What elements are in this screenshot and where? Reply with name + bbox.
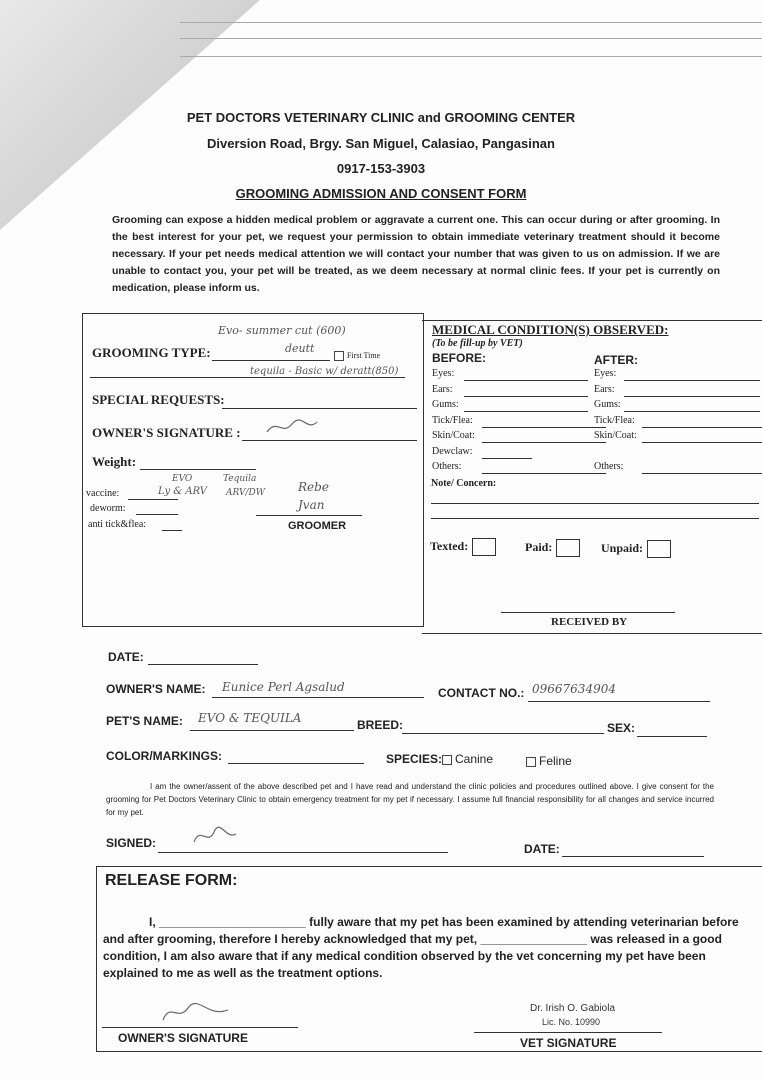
release-owner-signature-field[interactable] (102, 1027, 298, 1028)
after-item-label: Others: (594, 461, 624, 472)
before-item-field[interactable] (482, 427, 606, 428)
medical-box (422, 320, 762, 634)
canine-label: Canine (455, 752, 494, 766)
anti-tick-field[interactable] (162, 530, 182, 531)
pet-name-label: PET'S NAME: (106, 714, 183, 728)
before-item-field[interactable] (482, 458, 532, 459)
vet-signature-label: VET SIGNATURE (520, 1036, 617, 1050)
groomer-field[interactable] (256, 515, 362, 516)
texted-checkbox[interactable] (430, 538, 496, 556)
before-item-field[interactable] (464, 396, 588, 397)
owner-name-value: Eunice Perl Agsalud (222, 680, 345, 694)
grooming-type-field[interactable] (212, 360, 330, 361)
before-item-label: Ears: (432, 383, 453, 395)
pet-name-value: EVO & TEQUILA (198, 711, 302, 725)
vet-signature-field[interactable] (474, 1032, 662, 1033)
medical-subtitle: (To be fill-up by VET) (432, 338, 523, 349)
before-item-label: Others: (432, 461, 462, 472)
pet-name-field[interactable] (190, 730, 354, 731)
release-owner-signature-label: OWNER'S SIGNATURE (118, 1031, 248, 1045)
feline-checkbox[interactable] (526, 754, 572, 768)
after-item-field[interactable] (642, 442, 762, 443)
sheet-edge (180, 38, 762, 39)
date-field[interactable] (148, 664, 258, 665)
paid-label: Paid: (525, 539, 553, 554)
grooming-type-line-2[interactable] (90, 377, 405, 378)
unpaid-label: Unpaid: (601, 540, 644, 555)
unpaid-checkbox[interactable] (601, 540, 671, 558)
after-item-label: Gums: (594, 399, 621, 410)
before-item-field[interactable] (464, 411, 588, 412)
owner-name-field[interactable] (212, 697, 424, 698)
after-item-field[interactable] (624, 380, 760, 381)
received-by-label: RECEIVED BY (551, 616, 628, 628)
weight-label: Weight: (92, 454, 137, 469)
paid-checkbox[interactable] (525, 539, 580, 557)
release-title: RELEASE FORM: (105, 872, 238, 889)
owner-signature-label: OWNER'S SIGNATURE : (92, 425, 241, 440)
contact-field[interactable] (528, 701, 710, 702)
first-time-checkbox[interactable] (334, 351, 380, 361)
breed-field[interactable] (402, 733, 604, 734)
consent-date-field[interactable] (562, 856, 704, 857)
signed-field[interactable] (158, 852, 448, 853)
date-label: DATE: (108, 650, 144, 664)
after-item-field[interactable] (624, 396, 760, 397)
owner-name-label: OWNER'S NAME: (106, 682, 206, 696)
after-item-label: Eyes: (594, 368, 617, 379)
note-line-2[interactable] (431, 518, 759, 519)
after-item-label: Tick/Flea: (594, 414, 635, 426)
vaccine-tequila-detail: ARV/DW (226, 488, 265, 498)
groomer-name-1: Rebe (298, 480, 329, 494)
clinic-address: Diversion Road, Brgy. San Miguel, Calasiao, Pangasinan (207, 136, 555, 151)
before-item-label: Eyes: (432, 368, 455, 379)
groomer-name-2: Jvan (298, 498, 325, 512)
form-title: GROOMING ADMISSION AND CONSENT FORM (235, 186, 527, 201)
after-item-label: Skin/Coat: (594, 430, 637, 441)
species-label: SPECIES: (386, 752, 443, 766)
clinic-phone: 0917-153-3903 (336, 161, 426, 176)
special-requests-label: SPECIAL REQUESTS: (92, 392, 225, 407)
feline-label: Feline (539, 754, 572, 768)
weight-field[interactable] (140, 469, 256, 470)
canine-checkbox[interactable] (442, 752, 493, 766)
consent-date-label: DATE: (524, 842, 560, 856)
clinic-name: PET DOCTORS VETERINARY CLINIC and GROOMING CENTER (186, 110, 576, 125)
vaccine-evo-detail: Ly & ARV (158, 486, 207, 497)
sex-label: SEX: (607, 721, 636, 735)
first-time-label: First Time (347, 351, 381, 360)
contact-label: CONTACT NO.: (438, 686, 525, 700)
color-label: COLOR/MARKINGS: (106, 749, 222, 763)
received-by-field[interactable] (501, 612, 675, 613)
breed-label: BREED: (357, 718, 404, 732)
before-item-label: Tick/Flea: (432, 414, 473, 426)
vet-license: Lic. No. 10990 (542, 1017, 601, 1027)
sheet-edge (180, 22, 762, 23)
groomer-label: GROOMER (288, 520, 347, 532)
texted-label: Texted: (430, 538, 469, 553)
before-item-label: Skin/Coat: (432, 430, 475, 441)
contact-value: 09667634904 (532, 682, 616, 696)
signed-label: SIGNED: (106, 836, 157, 850)
owner-signature-field[interactable] (242, 440, 417, 441)
grooming-type-value-2: deutt (285, 342, 315, 355)
before-item-label: Dewclaw: (432, 445, 473, 457)
before-item-field[interactable] (482, 473, 606, 474)
vaccine-label: vaccine: (86, 488, 120, 499)
after-item-label: Ears: (594, 383, 615, 395)
sheet-edge (180, 56, 762, 57)
deworm-label: deworm: (90, 503, 126, 514)
after-item-field[interactable] (642, 427, 762, 428)
signature-mark (190, 822, 240, 850)
vet-name: Dr. Irish O. Gabiola (530, 1003, 616, 1014)
note-label: Note/ Concern: (431, 478, 497, 489)
release-paragraph: I, ______________________ fully aware that my pet has been examined by attending veterinarian before and after grooming, therefore I hereby acknowledged that my pet, ________________ was released in a good condition, I am also aware that if any medical condition observed by the vet concerning my pet have been explained to me as well as the treatment options. (103, 915, 739, 980)
vaccine-field[interactable] (128, 499, 178, 500)
before-label: BEFORE: (432, 351, 486, 365)
after-label: AFTER: (594, 353, 638, 367)
grooming-type-value-3: tequila - Basic w/ deratt(850) (250, 366, 399, 377)
signature-mark (158, 996, 238, 1026)
intro-paragraph: Grooming can expose a hidden medical problem or aggravate a current one. This can occur during or after grooming. In the best interest for your pet, we request your permission to obtain immediate veterinary treatment should it become necessary. If your pet needs medical attention we will contact your number that was given to us on admission. If we are unable to contact you, your pet will be treated, as we deem necessary at normal clinic fees. If your pet is currently on medication, please inform us. (112, 214, 720, 294)
before-item-field[interactable] (464, 380, 588, 381)
sex-field[interactable] (637, 736, 707, 737)
grooming-type-label: GROOMING TYPE: (92, 345, 211, 360)
after-item-field[interactable] (642, 473, 762, 474)
vaccine-tequila: Tequila (223, 474, 257, 484)
after-item-field[interactable] (624, 411, 760, 412)
medical-title: MEDICAL CONDITION(S) OBSERVED: (432, 322, 669, 337)
anti-tick-label: anti tick&flea: (88, 519, 147, 530)
deworm-field[interactable] (136, 514, 178, 515)
note-line-1[interactable] (431, 503, 759, 504)
before-item-label: Gums: (432, 399, 459, 410)
before-item-field[interactable] (482, 442, 606, 443)
consent-paragraph: I am the owner/assent of the above described pet and I have read and understand the clinic policies and procedures outlined above. I give consent for the grooming for Pet Doctors Veterinary Clinic to obtain emergency treatment for my pet if necessary. I assume full financial responsibility for all changes and service incurred for my pet. (106, 782, 714, 817)
signature-mark (262, 414, 322, 440)
special-requests-field[interactable] (222, 408, 417, 409)
color-field[interactable] (228, 763, 364, 764)
vaccine-evo: EVO (172, 474, 193, 484)
grooming-type-value: Evo- summer cut (600) (218, 324, 346, 337)
